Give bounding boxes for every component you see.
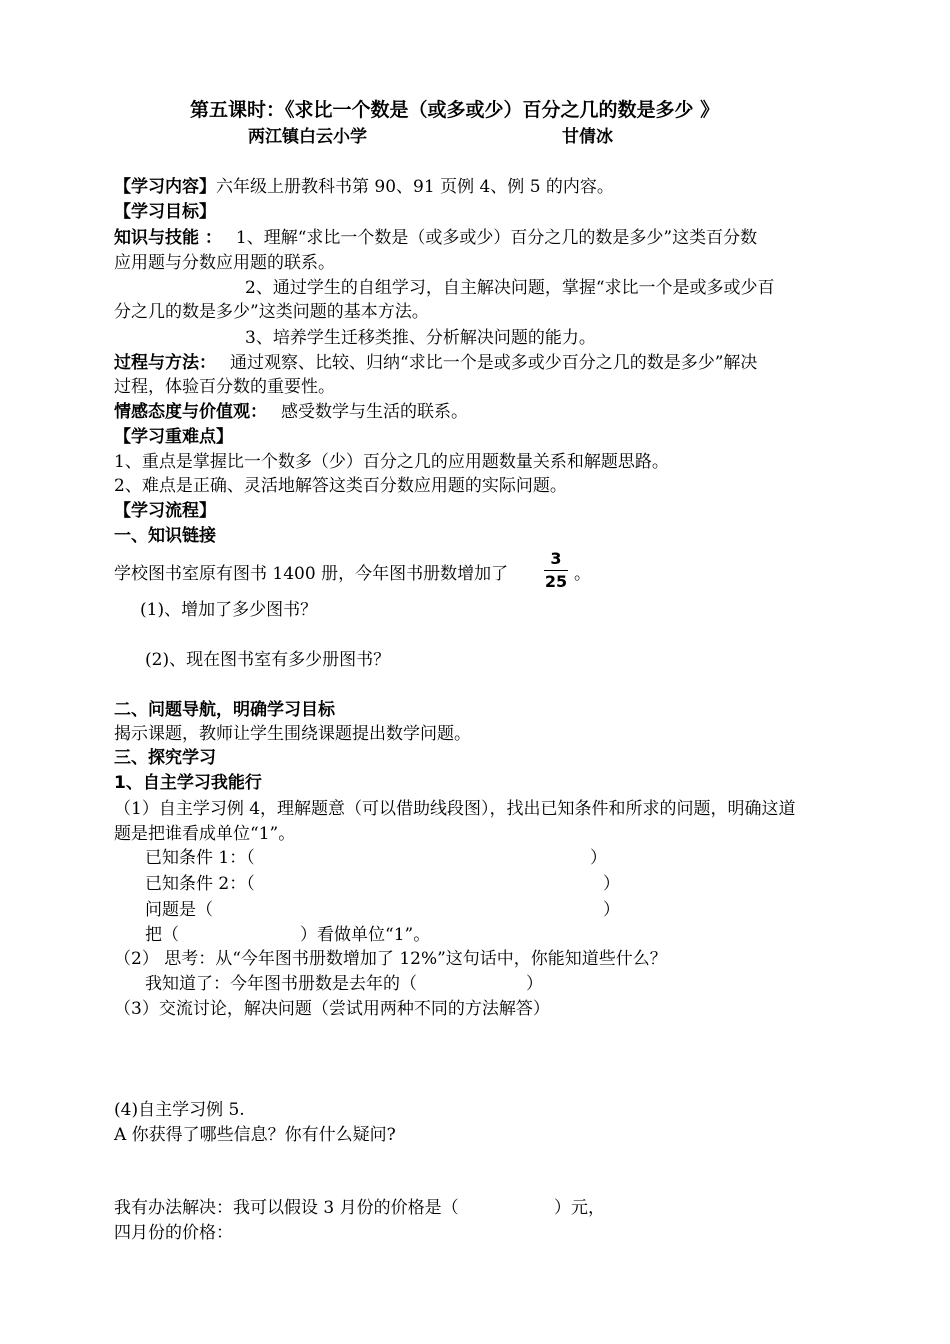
section-1-text: 学校图书室原有图书 1400 册，今年图书册数增加了 [114,564,509,584]
goals-heading: 【学习目标】 [114,202,216,222]
task-4: (4)自主学习例 5. [114,1100,245,1120]
author-name: 甘倩冰 [562,127,613,147]
content-label: 【学习内容】 [114,177,216,197]
question-1: (1)、增加了多少图书？ [140,600,318,620]
school-name: 两江镇白云小学 [248,127,367,147]
knowledge-label: 知识与技能 ： [114,228,222,248]
process-text-a: 通过观察、比较、归纳“求比一个是或多或少百分之几的数是多少”解决 [230,353,758,373]
task-5-close: ）元， [554,1198,605,1218]
unit-one-close: ）看做单位“1”。 [300,925,431,945]
fraction-bar [544,570,568,571]
task-2-answer-close: ） [526,974,543,994]
emotion-text: 感受数学与生活的联系。 [281,402,468,422]
fraction-numerator: 3 [550,549,562,568]
section-1-heading: 一、知识链接 [114,526,216,546]
task-5: 我有办法解决：我可以假设 3 月份的价格是（ [114,1198,459,1218]
fraction [544,549,568,592]
question-is: 问题是（ [145,900,213,920]
unit-one: 把（ [145,925,179,945]
task-2-answer: 我知道了：今年图书册数是去年的（ [145,974,417,994]
task-3: （3）交流讨论，解决问题（尝试用两种不同的方法解答） [114,999,550,1019]
task-2: （2） 思考：从“今年图书册数增加了 12%”这句话中，你能知道些什么？ [114,949,667,969]
section-3-heading: 三、探究学习 [114,748,216,768]
task-6: 四月份的价格： [114,1223,233,1243]
knowledge-item-1a: 1、理解“求比一个数是（或多或少）百分之几的数是多少”这类百分数 [235,228,758,248]
fraction-denominator: 25 [544,572,568,591]
task-4-a: A 你获得了哪些信息？你有什么疑问? [114,1125,396,1145]
keypoints-heading: 【学习重难点】 [114,427,233,447]
knowledge-line-1 [114,226,757,250]
process-label: 过程与方法： [114,353,216,373]
keypoint-1: 1、重点是掌握比一个数多（少）百分之几的应用题数量关系和解题思路。 [114,452,669,472]
knowledge-item-2a: 2、通过学生的自组学习，自主解决问题，掌握“求比一个是或多或少百 [245,278,775,298]
task-1-a: （1）自主学习例 4，理解题意（可以借助线段图），找出已知条件和所求的问题，明确这道 [114,799,796,819]
knowledge-item-2b: 分之几的数是多少”这类问题的基本方法。 [114,302,429,322]
flow-heading: 【学习流程】 [114,501,216,521]
section-2-text: 揭示课题，教师让学生围绕课题提出数学问题。 [114,724,471,744]
question-is-close: ） [603,900,620,920]
condition-1-close: ） [590,848,607,868]
content-line [114,175,614,199]
section-2-heading: 二、问题导航，明确学习目标 [114,700,335,720]
section-3-1-heading: 1、自主学习我能行 [114,773,262,793]
process-line-1 [114,351,757,375]
content-text: 六年级上册教科书第 90、91 页例 4、例 5 的内容。 [216,177,614,197]
condition-2: 已知条件 2：（ [145,874,255,894]
condition-1: 已知条件 1：（ [145,848,255,868]
condition-2-close: ） [603,874,620,894]
task-1-b: 题是把谁看成单位“1”。 [114,824,296,844]
emotion-line [114,400,468,424]
question-2: (2)、现在图书室有多少册图书？ [145,650,391,670]
section-1-end: 。 [574,564,591,584]
page-title: 第五课时：《求比一个数是（或多或少）百分之几的数是多少 》 [190,99,720,121]
knowledge-item-3: 3、培养学生迁移类推、分析解决问题的能力。 [245,328,596,348]
keypoint-2: 2、难点是正确、灵活地解答这类百分数应用题的实际问题。 [114,476,567,496]
emotion-label: 情感态度与价值观： [114,402,267,422]
knowledge-item-1b: 应用题与分数应用题的联系。 [114,253,335,273]
process-text-b: 过程，体验百分数的重要性。 [114,377,335,397]
